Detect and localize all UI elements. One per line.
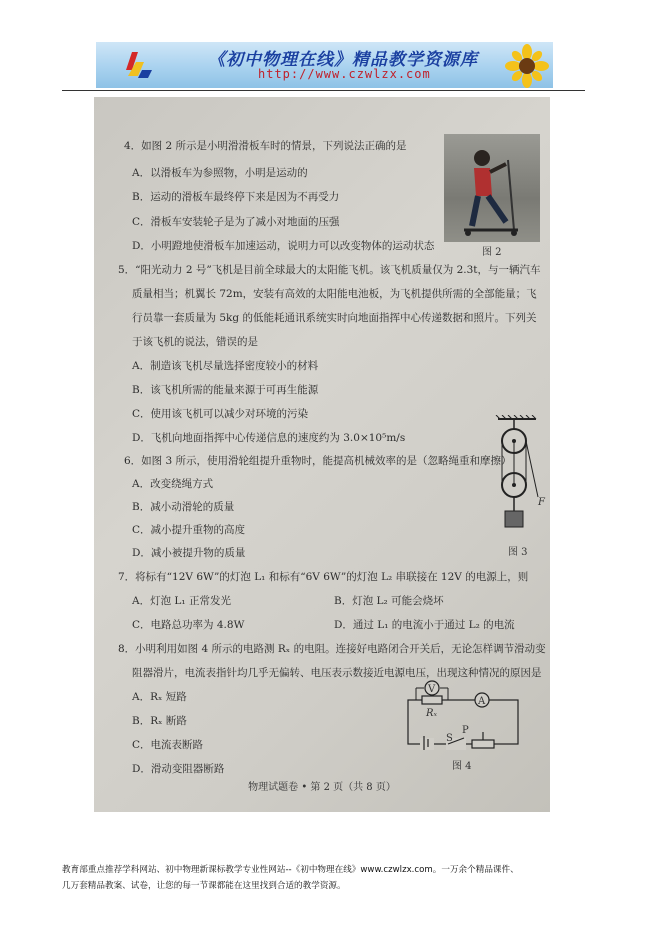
q8-option-b: B．Rₓ 断路 xyxy=(132,715,187,727)
q4-option-b: B．运动的滑板车最终停下来是因为不再受力 xyxy=(132,191,340,203)
q6-option-d: D．减小被提升物的质量 xyxy=(132,547,246,559)
q6-option-b: B．减小动滑轮的质量 xyxy=(132,501,235,513)
site-logo-icon xyxy=(122,48,156,82)
q4-option-d: D．小明蹬地使滑板车加速运动，说明力可以改变物体的运动状态 xyxy=(132,240,435,252)
q4-option-c: C．滑板车安装轮子是为了减小对地面的压强 xyxy=(132,216,340,228)
q5-option-c: C．使用该飞机可以减少对环境的污染 xyxy=(132,408,309,420)
voltmeter-label: V xyxy=(428,684,436,695)
footer-note-line-2: 几万套精品教案、试卷，让您的每一节课都能在这里找到合适的教学资源。 xyxy=(62,881,346,891)
figure-4-label: 图 4 xyxy=(452,761,472,772)
q7-option-c: C．电路总功率为 4.8W xyxy=(132,619,245,631)
header-banner xyxy=(96,42,553,88)
q8-line-2: 阻器滑片，电流表指针均几乎无偏转、电压表示数接近电源电压，出现这种情况的原因是 xyxy=(132,667,542,679)
q7-option-d: D．通过 L₁ 的电流小于通过 L₂ 的电流 xyxy=(334,619,515,631)
q4-stem: 4．如图 2 所示是小明滑滑板车时的情景，下列说法正确的是 xyxy=(124,140,407,152)
footer-note xyxy=(62,862,602,894)
circuit-diagram xyxy=(400,680,524,752)
footer-note-line-1: 教育部重点推荐学科网站、初中物理新课标教学专业性网站--《初中物理在线》www.czwlzx.com。一万余个精品课件、 xyxy=(62,865,519,875)
q8-option-d: D．滑动变阻器断路 xyxy=(132,763,225,775)
switch-label: S xyxy=(446,733,453,744)
banner-url: http://www.czwlzx.com xyxy=(258,67,431,81)
scanned-exam-page xyxy=(94,97,550,812)
q5-line-1: 5．“阳光动力 2 号”飞机是目前全球最大的太阳能飞机。该飞机质量仅为 2.3t，与一辆汽车 xyxy=(118,264,541,276)
banner-title: 《初中物理在线》精品教学资源库 xyxy=(208,50,478,70)
q5-line-2: 质量相当；机翼长 72m，安装有高效的太阳能电池板，为飞机提供所需的全部能量；飞 xyxy=(132,288,537,300)
resistor-label: Rₓ xyxy=(426,708,438,719)
figure-2-label: 图 2 xyxy=(482,247,502,258)
q5-option-d: D．飞机向地面指挥中心传递信息的速度约为 3.0×10⁵m/s xyxy=(132,432,406,444)
q5-option-b: B．该飞机所需的能量来源于可再生能源 xyxy=(132,384,319,396)
q5-line-4: 于该飞机的说法，错误的是 xyxy=(132,336,258,348)
force-label: F xyxy=(538,497,545,508)
q6-option-c: C．减小提升重物的高度 xyxy=(132,524,246,536)
q8-option-a: A．Rₓ 短路 xyxy=(132,691,187,703)
q7-option-a: A．灯泡 L₁ 正常发光 xyxy=(132,595,231,607)
pulley-diagram xyxy=(492,415,544,533)
q7-stem: 7．将标有“12V 6W”的灯泡 L₁ 和标有“6V 6W”的灯泡 L₂ 串联接在 12V 的电源上，则 xyxy=(118,571,529,583)
header-rule xyxy=(62,90,585,91)
q5-line-3: 行员靠一套质量为 5kg 的低能耗通讯系统实时向地面指挥中心传递数据和照片。下列关 xyxy=(132,312,537,324)
skateboard-photo xyxy=(444,134,540,242)
exam-page-footer: 物理试题卷 • 第 2 页（共 8 页） xyxy=(248,782,396,793)
figure-3-label: 图 3 xyxy=(508,547,528,558)
sunflower-icon xyxy=(497,44,551,88)
skateboarder-figure xyxy=(444,134,540,242)
ammeter-label: A xyxy=(478,696,486,707)
q6-option-a: A．改变绕绳方式 xyxy=(132,478,214,490)
q5-option-a: A．制造该飞机尽量选择密度较小的材料 xyxy=(132,360,319,372)
slider-label: P xyxy=(462,725,469,736)
q8-line-1: 8．小明利用如图 4 所示的电路测 Rₓ 的电阻。连接好电路闭合开关后，无论怎样调节滑动变 xyxy=(118,643,546,655)
q7-option-b: B．灯泡 L₂ 可能会烧坏 xyxy=(334,595,444,607)
q8-option-c: C．电流表断路 xyxy=(132,739,204,751)
q4-option-a: A．以滑板车为参照物，小明是运动的 xyxy=(132,167,308,179)
q6-stem: 6．如图 3 所示，使用滑轮组提升重物时，能提高机械效率的是（忽略绳重和摩擦） xyxy=(124,455,512,467)
